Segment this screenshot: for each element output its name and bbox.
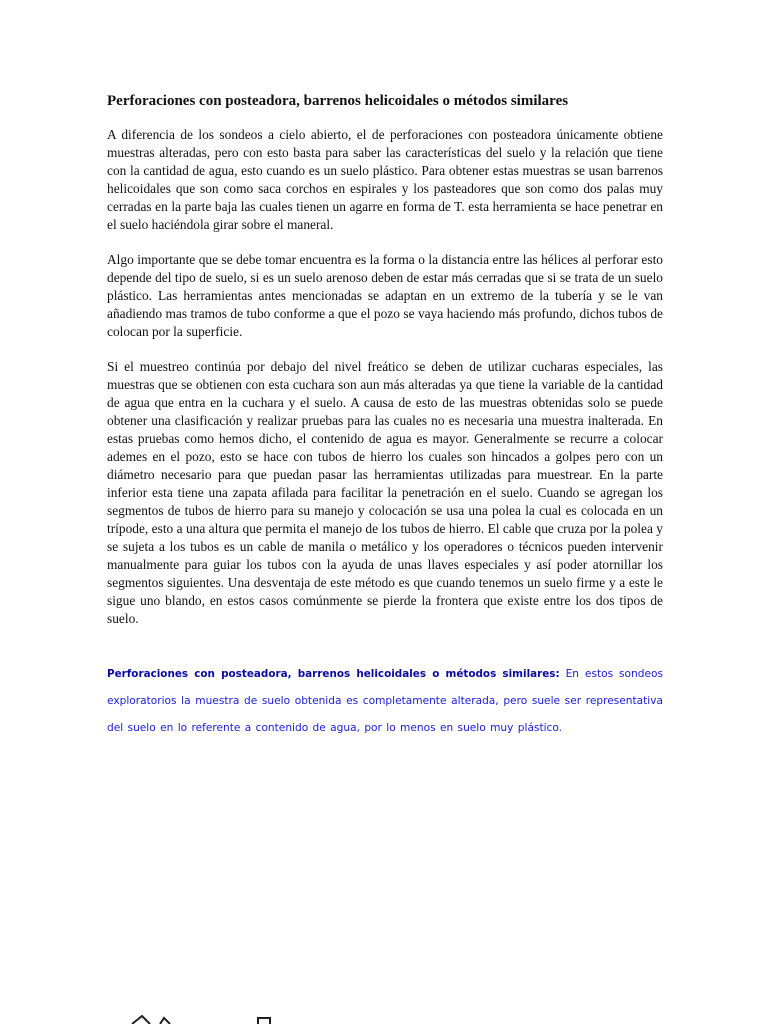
paragraph-1: A diferencia de los sondeos a cielo abierto, el de perforaciones con posteadora únicamente obtiene muestras alteradas, pero con esto basta para saber las características del suelo y la relación que tiene con la cantidad de agua, esto cuando es un suelo plástico. Para obtener estas muestras se usan barrenos helicoidales que son como saca corchos en espirales y los pasteadores que son como dos palas muy cerradas en la parte baja las cuales tienen un agarre en forma de T. esta herramienta se hace penetrar en el suelo haciéndola girar sobre el maneral. [107, 127, 663, 232]
paragraph-3: Si el muestreo continúa por debajo del nivel freático se deben de utilizar cucharas especiales, las muestras que se obtienen con esta cuchara son aun más alteradas ya que tiene la variable de la cantidad de agua que entra en la cuchara y el suelo. A causa de esto de las muestras obtenidas solo se puede obtener una clasificación y realizar pruebas para las cuales no es necesaria una muestra inalterada. En estas pruebas como hemos dicho, el contenido de agua es mayor. Generalmente se recurre a colocar ademes en el pozo, esto se hace con tubos de hierro los cuales son hincados a golpes pero con un diámetro necesario para que puedan pasar las herramientas utilizadas para muestrear. En la parte inferior esta tiene una zapata afilada para facilitar la penetración en el suelo. Cuando se agregan los segmentos de tubos de hierro para su manejo y colocación se usa una polea la cual es colocada en un trípode, esto a una altura que permita el manejo de los tubos de hierro. El cable que cruza por la polea y se sujeta a los tubos es un cable de manila o metálico y los operadores o técnicos pueden intervenir manualmente para guiar los tubos con la ayuda de unas llaves especiales y así poder atornillar los segmentos siguientes. Una desventaja de este método es que cuando tenemos un suelo firme y a este le sigue uno blando, en estos casos comúnmente se pierde la frontera que existe entre los dos tipos de suelo. [107, 359, 663, 626]
summary-note-body: En estos sondeos exploratorios la muestra de suelo obtenida es completamente alterada, pero suele ser representativa del suelo en lo referente a contenido de agua, por lo menos en suelo muy plástico. [107, 668, 663, 734]
paragraph-2: Algo importante que se debe tomar encuentra es la forma o la distancia entre las hélices al perforar esto depende del tipo de suelo, si es un suelo arenoso deben de estar más cerradas que si se trata de un suelo plástico. Las herramientas antes mencionadas se adaptan en un extremo de la tubería y se le van añadiendo mas tramos de tubo conforme a que el pozo se vaya haciendo más profundo, dichos tubos de colocan por la superficie. [107, 252, 663, 339]
summary-note-heading: Perforaciones con posteadora, barrenos helicoidales o métodos similares: [107, 668, 560, 680]
partial-glyph-mark [160, 1018, 170, 1024]
section-title: Perforaciones con posteadora, barrenos helicoidales o métodos similares [107, 93, 569, 109]
page-bottom-fragments [120, 1004, 320, 1024]
partial-glyph-mark [132, 1016, 150, 1024]
summary-note [107, 661, 663, 742]
document-body [107, 91, 663, 645]
partial-glyph-mark [258, 1018, 270, 1024]
